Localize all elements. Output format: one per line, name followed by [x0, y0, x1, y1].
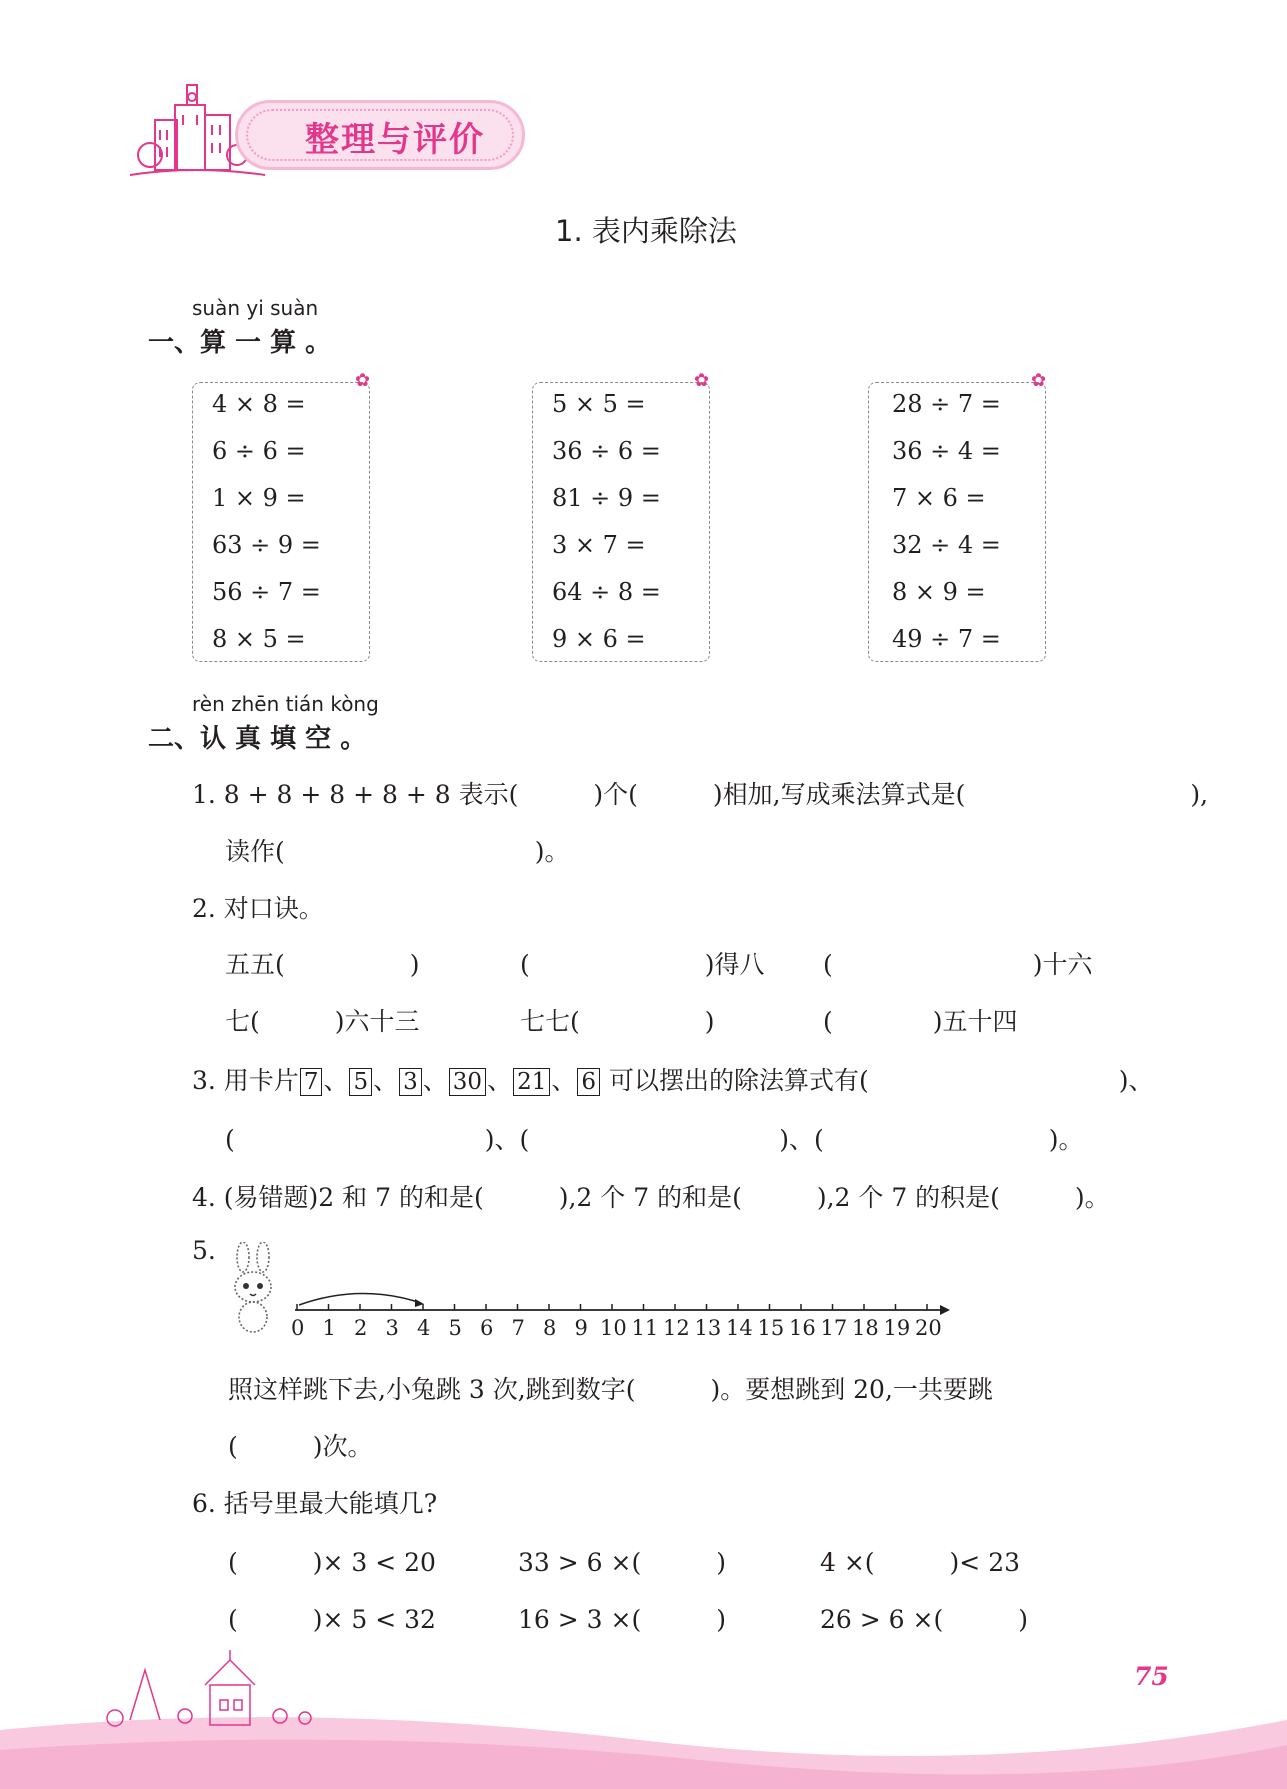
number-line-label: 19 [883, 1316, 911, 1340]
separator: 、 [323, 1066, 349, 1095]
section2-heading: 二、认 真 填 空 。 [148, 724, 367, 754]
flower-icon: ✿ [694, 370, 710, 391]
calc-problem: 5 × 5 = [552, 390, 646, 418]
number-card: 3 [399, 1068, 422, 1096]
number-line-label: 3 [385, 1316, 399, 1340]
q6-label: 6. 括号里最大能填几? [192, 1489, 438, 1518]
q6-row2-item3: 26 > 6 ×( ) [820, 1605, 1028, 1634]
q3-line2: ( )、( )、( )。 [225, 1125, 1084, 1154]
q5-label: 5. [192, 1236, 216, 1265]
number-line-label: 8 [543, 1316, 557, 1340]
calc-problem: 28 ÷ 7 = [892, 390, 1001, 418]
q6-row1-item2: 33 > 6 ×( ) [518, 1548, 726, 1577]
number-card: 30 [449, 1068, 486, 1096]
calc-problem: 1 × 9 = [212, 484, 306, 512]
number-line-label: 4 [417, 1316, 431, 1340]
q3-suffix: 可以摆出的除法算式有( )、 [601, 1066, 1154, 1095]
q2-row1-item2: ( )得八 [520, 950, 765, 979]
number-line-label: 0 [291, 1316, 305, 1340]
calc-problem: 81 ÷ 9 = [552, 484, 661, 512]
calc-problem: 8 × 9 = [892, 578, 986, 606]
number-line-label: 6 [480, 1316, 494, 1340]
flower-icon: ✿ [1031, 370, 1047, 391]
number-line-label: 2 [354, 1316, 368, 1340]
q2-row2-item1: 七( )六十三 [225, 1007, 420, 1036]
flower-icon: ✿ [355, 370, 371, 391]
calc-problem: 63 ÷ 9 = [212, 531, 321, 559]
section1-heading: 一、算 一 算 。 [148, 328, 332, 358]
q2-label: 2. 对口诀。 [192, 894, 324, 923]
calc-problem: 8 × 5 = [212, 625, 306, 653]
section2-pinyin: rèn zhēn tián kòng [192, 692, 379, 716]
number-card: 5 [349, 1068, 372, 1096]
number-line-label: 14 [726, 1316, 753, 1340]
q1-line1: 1. 8 + 8 + 8 + 8 + 8 表示( )个( )相加,写成乘法算式是( ), [192, 780, 1209, 809]
separator: 、 [422, 1066, 448, 1095]
calc-box-1 [192, 382, 370, 662]
number-line-label: 13 [694, 1316, 722, 1340]
number-line-label: 16 [789, 1316, 816, 1340]
calc-problem: 7 × 6 = [892, 484, 986, 512]
page-title: 1. 表内乘除法 [555, 214, 737, 248]
q5-line2: ( )次。 [228, 1432, 373, 1461]
calc-problem: 4 × 8 = [212, 390, 306, 418]
number-line-label: 11 [631, 1316, 659, 1340]
number-line-label: 5 [448, 1316, 462, 1340]
calc-problem: 9 × 6 = [552, 625, 646, 653]
q6-row2-item2: 16 > 3 ×( ) [518, 1605, 726, 1634]
number-line-label: 12 [663, 1316, 690, 1340]
q6-row2-item1: ( )× 5 < 32 [228, 1605, 436, 1634]
number-card: 21 [513, 1068, 550, 1096]
number-line-label: 9 [574, 1316, 588, 1340]
q2-row1-item3: ( )十六 [823, 950, 1093, 979]
q3-line1 [192, 1061, 1153, 1097]
calc-problem: 36 ÷ 6 = [552, 437, 661, 465]
q2-row1-item1: 五五( ) [225, 950, 420, 979]
number-line-label: 7 [511, 1316, 525, 1340]
number-card: 6 [577, 1068, 600, 1096]
rabbit-icon [225, 1242, 285, 1337]
separator: 、 [487, 1066, 513, 1095]
number-line-label: 10 [600, 1316, 627, 1340]
q6-row1-item1: ( )× 3 < 20 [228, 1548, 436, 1577]
separator: 、 [373, 1066, 399, 1095]
calc-problem: 64 ÷ 8 = [552, 578, 661, 606]
q4-line: 4. (易错题)2 和 7 的和是( ),2 个 7 的和是( ),2 个 7 的积是( )。 [192, 1183, 1110, 1212]
calc-problem: 32 ÷ 4 = [892, 531, 1001, 559]
number-line-label: 15 [757, 1316, 785, 1340]
separator: 、 [551, 1066, 577, 1095]
q6-row1-item3: 4 ×( )< 23 [820, 1548, 1021, 1577]
number-card: 7 [300, 1068, 323, 1096]
castle-icon [100, 1650, 330, 1730]
number-line-label: 17 [820, 1316, 848, 1340]
page-number: 75 [1134, 1662, 1169, 1691]
q3-prefix: 3. 用卡片 [192, 1066, 299, 1095]
section1-pinyin: suàn yi suàn [192, 296, 319, 320]
number-line-label: 20 [915, 1316, 942, 1340]
q5-line1: 照这样跳下去,小兔跳 3 次,跳到数字( )。要想跳到 20,一共要跳 [228, 1375, 993, 1404]
q1-line2: 读作( )。 [225, 837, 570, 866]
number-line-label: 1 [322, 1316, 336, 1340]
banner-title: 整理与评价 [305, 120, 485, 160]
calc-problem: 6 ÷ 6 = [212, 437, 306, 465]
calc-box-2 [532, 382, 710, 662]
calc-problem: 36 ÷ 4 = [892, 437, 1001, 465]
calc-box-3 [868, 382, 1046, 662]
number-line-label: 18 [852, 1316, 879, 1340]
calc-problem: 49 ÷ 7 = [892, 625, 1001, 653]
calc-problem: 56 ÷ 7 = [212, 578, 321, 606]
calc-problem: 3 × 7 = [552, 531, 646, 559]
q2-row2-item3: ( )五十四 [823, 1007, 1018, 1036]
q2-row2-item2: 七七( ) [520, 1007, 715, 1036]
